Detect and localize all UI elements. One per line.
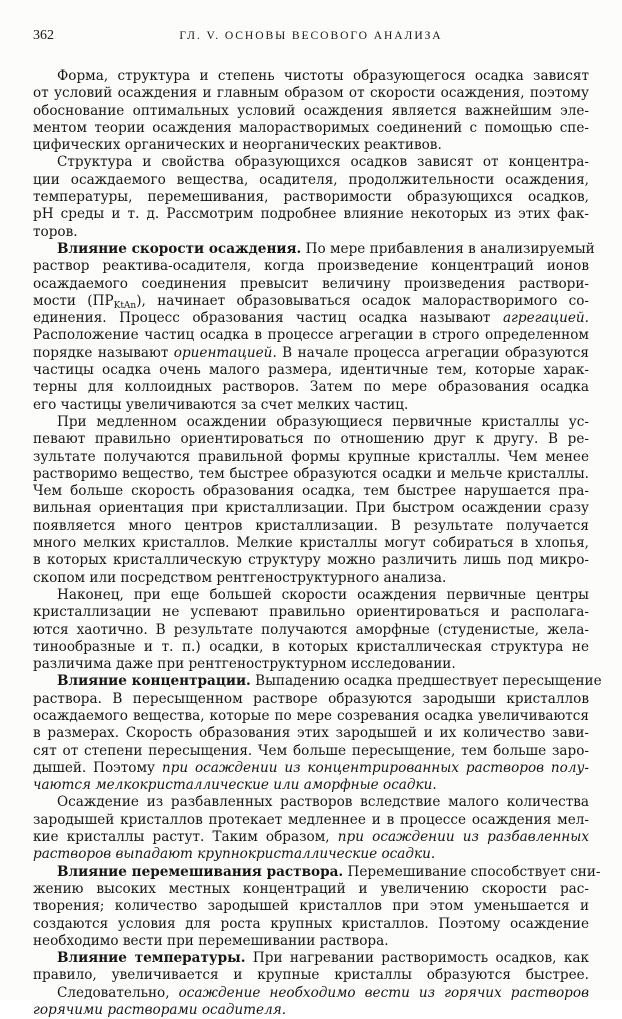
text-run: творения; количество зародышей кристаллов при этом уменьшается и (33, 898, 589, 915)
text-line (33, 518, 589, 535)
text-line (33, 967, 589, 984)
text-run: Перемешивание способствует сни- (343, 863, 601, 880)
text-run: Следовательно, (57, 984, 179, 1001)
text-run: скопом или посредством рентгеноструктурного анализа. (33, 569, 447, 586)
text-run: правило, увеличивается и крупные кристаллы образуются быстрее. (33, 967, 589, 984)
text-run: торов. (33, 223, 78, 240)
text-run: много мелких кристаллов. Мелкие кристаллы могут собираться в хлопья, (33, 535, 589, 552)
text-line (33, 570, 589, 587)
text-line (33, 794, 589, 811)
text-run: различима даже при рентгеноструктурном исследовании. (33, 656, 456, 673)
text-line (33, 327, 589, 344)
text-line (33, 397, 589, 414)
emphasis: осаждение необходимо вести из горячих растворов (178, 984, 589, 1001)
text-line (33, 206, 589, 223)
text-line (33, 673, 602, 690)
text-line (33, 293, 589, 310)
text-run: обоснование оптимальных условий осаждения является важнейшим эле- (33, 102, 589, 119)
text-run: частицы осадка очень малого размера, идентичные тем, которые харак- (33, 362, 589, 379)
text-line (33, 863, 601, 881)
text-line (33, 483, 589, 500)
text-line (33, 85, 589, 102)
page-header (33, 20, 589, 46)
text-run: Чем больше скорость образования осадка, тем быстрее нарушается пра- (33, 483, 589, 500)
subscript: KtAn (113, 300, 137, 311)
emphasis: при осаждении из концентрированных растворов полу- (161, 759, 589, 776)
emphasis: чаются мелкокристаллические или аморфные осадки. (33, 777, 437, 794)
text-run: По мере прибавления в анализируемый (301, 240, 595, 257)
text-line (33, 985, 589, 1002)
text-line (33, 916, 589, 933)
text-run: pH среды и т. д. Рассмотрим подробнее влияние некоторых из этих фак- (33, 206, 589, 223)
text-run: ции осаждаемого вещества, осадителя, продолжительности осаждения, (33, 171, 589, 188)
text-run: Наконец, при еще большей скорости осаждения первичные центры (57, 586, 589, 603)
emphasis: горячими растворами осадителя. (33, 1002, 287, 1019)
emphasis: ориентацией (173, 344, 273, 361)
text-run: кристаллизации не успевают правильно ориентироваться и располага- (33, 604, 589, 621)
emphasis: при осаждении из разбавленных (337, 829, 589, 846)
text-line (33, 310, 589, 327)
text-run: осаждаемого вещества, которые по мере созревания осадка увеличиваются (33, 707, 589, 724)
text-run: растворимо вещество, тем быстрее образуются осадки и мельче кристаллы. (33, 465, 589, 482)
text-run: При нагревании растворимость осадков, как (245, 950, 589, 967)
emphasis: растворов выпадают крупнокристаллические осадки. (33, 846, 436, 863)
text-run: Осаждение из разбавленных растворов вследствие малого количества (57, 794, 589, 811)
text-line (33, 898, 589, 915)
text-line (33, 172, 589, 189)
text-line (33, 224, 589, 241)
text-line (33, 552, 589, 569)
text-line (33, 725, 589, 742)
section-heading: Влияние концентрации. (57, 673, 251, 690)
text-line (33, 587, 589, 604)
text-line (33, 812, 589, 829)
text-run: вильная ориентация при кристаллизации. При быстром осаждении сразу (33, 500, 589, 517)
emphasis: агрегацией. (502, 310, 589, 327)
text-line (33, 950, 589, 967)
text-run: тинообразные и т. п.) осадки, в которых кристаллическая структура не (33, 638, 589, 655)
text-line (33, 379, 589, 396)
text-run: в размерах. Скорость образования этих зародышей и их количество зави- (33, 725, 589, 742)
text-run: необходимо вести при перемешивании раствора. (33, 932, 389, 949)
text-run: ментом теории осаждения малорастворимых соединений с помощью спе- (33, 119, 589, 136)
text-run: жению высоких местных концентраций и увеличению скорости рас- (33, 880, 589, 897)
text-run: его частицы увеличиваются за счет мелких частиц. (33, 396, 409, 413)
text-line (33, 258, 589, 275)
text-line (33, 777, 589, 794)
text-line (33, 120, 589, 137)
text-run: кие кристаллы растут. Таким образом, (33, 829, 338, 846)
section-heading: Влияние температуры. (57, 950, 246, 967)
text-run: Расположение частиц осадка в процессе агрегации в строго определенном (33, 327, 589, 344)
page-number: 362 (33, 28, 54, 43)
text-run: порядке называют (33, 344, 174, 361)
text-line (33, 345, 589, 362)
text-line (33, 1002, 589, 1019)
text-run: сят от степени пересыщения. Чем больше пересыщение, тем больше заро- (33, 742, 589, 759)
section-heading: Влияние скорости осаждения. (57, 240, 302, 257)
text-run: зародышей кристаллов протекает медленнее и в процессе осаждения мел- (33, 811, 589, 828)
text-run: температуры, перемешивания, растворимости образующихся осадков, (33, 189, 589, 206)
text-line (33, 500, 589, 517)
text-line (33, 240, 595, 258)
text-line (33, 362, 589, 379)
text-line (33, 708, 589, 725)
text-run: При медленном осаждении образующиеся первичные кристаллы ус- (57, 413, 589, 430)
text-line (33, 137, 589, 154)
text-line (33, 68, 589, 85)
text-line (33, 189, 589, 206)
text-run: ), начинает образовываться осадок малорастворимого со- (136, 292, 590, 309)
text-run: раствор реактива-осадителя, когда произведение концентраций ионов (33, 258, 589, 275)
text-run: Выпадению осадка предшествует пересыщение (250, 673, 602, 690)
text-run: осаждаемого соединения превысит величину произведения раствори- (33, 275, 589, 292)
text-line (33, 656, 589, 673)
text-line (33, 881, 589, 898)
text-run: ются хаотично. В результате получаются аморфные (студенистые, жела- (33, 621, 589, 638)
running-title: ГЛ. V. ОСНОВЫ ВЕСОВОГО АНАЛИЗА (179, 29, 443, 42)
text-run: создаются условия для роста крупных кристаллов. Поэтому осаждение (33, 915, 589, 932)
text-line (33, 829, 589, 846)
text-run: цифических органических и неорганических реактивов. (33, 137, 442, 154)
text-run: Форма, структура и степень чистоты образующегося осадка зависят (57, 68, 589, 84)
text-line (33, 604, 589, 621)
text-line (33, 276, 589, 293)
text-line (33, 431, 589, 448)
text-line (33, 535, 589, 552)
body-text (33, 68, 602, 1019)
text-line (33, 414, 589, 431)
text-run: раствора. В пересыщенном растворе образуются зародыши кристаллов (33, 690, 589, 707)
text-line (33, 743, 589, 760)
text-line (33, 846, 589, 863)
text-line (33, 691, 589, 708)
text-run: зультате получаются правильной формы крупные кристаллы. Чем менее (33, 448, 589, 465)
text-run: певают правильно ориентироваться по отношению друг к другу. В ре- (33, 431, 589, 448)
text-run: дышей. Поэтому (33, 759, 162, 776)
text-run: единения. Процесс образования частиц осадка называют (33, 310, 503, 327)
text-run: от условий осаждения и главным образом от скорости осаждения, поэтому (33, 85, 589, 102)
text-run: терны для коллоидных растворов. Затем по мере образования осадка (33, 379, 589, 396)
text-run: в которых кристаллическую структуру можно различить лишь под микро- (33, 552, 589, 569)
text-line (33, 622, 589, 639)
text-run: . В начале процесса агрегации образуются (272, 344, 589, 361)
section-heading: Влияние перемешивания раствора. (57, 863, 344, 880)
text-run: появляется много центров кристаллизации. В результате получается (33, 517, 589, 534)
text-line (33, 103, 589, 120)
text-line (33, 154, 589, 171)
text-run: Структура и свойства образующихся осадков зависят от концентра- (57, 154, 589, 171)
text-line (33, 466, 589, 483)
text-run: мости (ПР (33, 292, 114, 309)
text-line (33, 639, 589, 656)
text-line (33, 933, 589, 950)
text-line (33, 760, 589, 777)
text-line (33, 449, 589, 466)
